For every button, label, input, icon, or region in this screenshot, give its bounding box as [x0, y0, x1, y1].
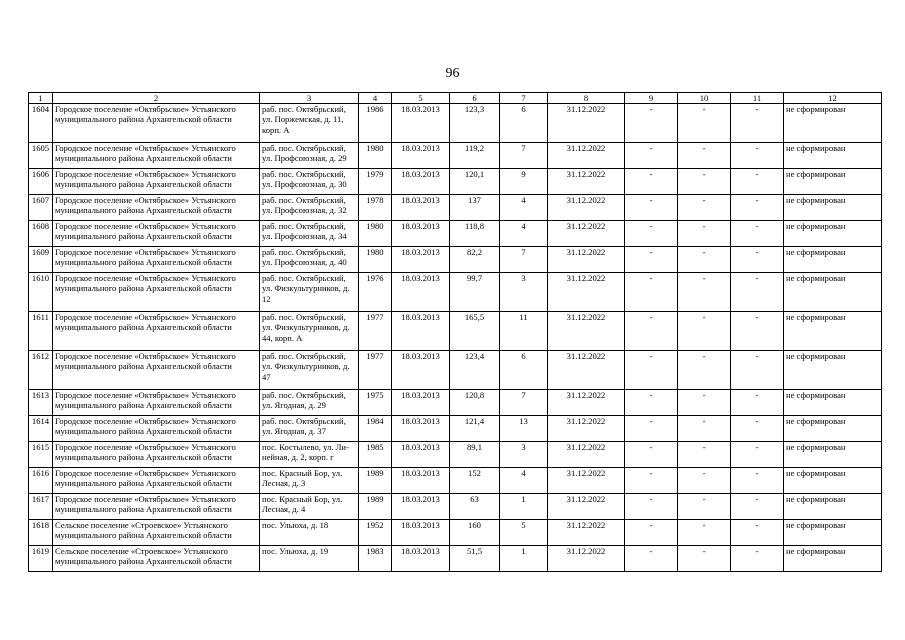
- column-header-9: 9: [625, 93, 678, 104]
- cell-col-11: -: [731, 494, 784, 520]
- cell-col-9: -: [625, 169, 678, 195]
- cell-residents: 4: [500, 195, 548, 221]
- cell-row-number: 1610: [29, 273, 53, 312]
- cell-col-10: -: [678, 390, 731, 416]
- cell-address: раб. пос. Октябрьский, ул. Ягодная, д. 37: [260, 416, 359, 442]
- cell-address: раб. пос. Октябрьский, ул. Профсоюзная, д. 29: [260, 143, 359, 169]
- table-row: [29, 273, 882, 312]
- cell-row-number: 1614: [29, 416, 53, 442]
- cell-build-year: 1977: [359, 351, 392, 390]
- cell-residents: 1: [500, 546, 548, 572]
- cell-settlement: Сельское поселение «Строевское» Устьянского муниципального района Архангельской области: [53, 520, 260, 546]
- cell-col-10: -: [678, 494, 731, 520]
- cell-build-year: 1989: [359, 468, 392, 494]
- cell-date: 18.03.2013: [392, 468, 450, 494]
- cell-area: 63: [450, 494, 500, 520]
- cell-col-9: -: [625, 468, 678, 494]
- cell-residents: 7: [500, 143, 548, 169]
- cell-status: не сформирован: [784, 442, 882, 468]
- cell-col-9: -: [625, 273, 678, 312]
- cell-deadline: 31.12.2022: [548, 312, 625, 351]
- cell-status: не сформирован: [784, 273, 882, 312]
- cell-date: 18.03.2013: [392, 104, 450, 143]
- cell-area: 99,7: [450, 273, 500, 312]
- cell-row-number: 1615: [29, 442, 53, 468]
- cell-col-11: -: [731, 312, 784, 351]
- cell-settlement: Городское поселение «Октябрьское» Устьянского муниципального района Архангельской области: [53, 273, 260, 312]
- column-header-4: 4: [359, 93, 392, 104]
- column-header-3: 3: [260, 93, 359, 104]
- cell-row-number: 1605: [29, 143, 53, 169]
- cell-col-11: -: [731, 520, 784, 546]
- cell-build-year: 1980: [359, 143, 392, 169]
- table-row: [29, 312, 882, 351]
- cell-settlement: Городское поселение «Октябрьское» Устьянского муниципального района Архангельской области: [53, 169, 260, 195]
- cell-status: не сформирован: [784, 143, 882, 169]
- cell-row-number: 1612: [29, 351, 53, 390]
- cell-area: 120,8: [450, 390, 500, 416]
- cell-deadline: 31.12.2022: [548, 468, 625, 494]
- cell-deadline: 31.12.2022: [548, 416, 625, 442]
- cell-settlement: Городское поселение «Октябрьское» Устьянского муниципального района Архангельской области: [53, 442, 260, 468]
- cell-address: пос. Ульюха, д. 19: [260, 546, 359, 572]
- table-row: [29, 520, 882, 546]
- cell-area: 123,4: [450, 351, 500, 390]
- cell-build-year: 1986: [359, 104, 392, 143]
- table-row: [29, 546, 882, 572]
- cell-status: не сформирован: [784, 312, 882, 351]
- cell-col-10: -: [678, 247, 731, 273]
- cell-date: 18.03.2013: [392, 442, 450, 468]
- cell-col-11: -: [731, 546, 784, 572]
- cell-area: 160: [450, 520, 500, 546]
- cell-residents: 6: [500, 351, 548, 390]
- cell-date: 18.03.2013: [392, 312, 450, 351]
- cell-area: 123,3: [450, 104, 500, 143]
- cell-deadline: 31.12.2022: [548, 247, 625, 273]
- cell-col-9: -: [625, 143, 678, 169]
- cell-date: 18.03.2013: [392, 546, 450, 572]
- cell-address: пос. Костылево, ул. Линейная, д. 2, корп. г: [260, 442, 359, 468]
- cell-deadline: 31.12.2022: [548, 195, 625, 221]
- cell-address: раб. пос. Октябрьский, ул. Профсоюзная, д. 40: [260, 247, 359, 273]
- cell-col-11: -: [731, 195, 784, 221]
- cell-date: 18.03.2013: [392, 351, 450, 390]
- table-row: [29, 143, 882, 169]
- cell-col-9: -: [625, 546, 678, 572]
- page-number: 96: [445, 66, 460, 81]
- cell-deadline: 31.12.2022: [548, 494, 625, 520]
- cell-build-year: 1980: [359, 247, 392, 273]
- cell-col-11: -: [731, 247, 784, 273]
- cell-col-9: -: [625, 494, 678, 520]
- table-row: [29, 468, 882, 494]
- cell-status: не сформирован: [784, 468, 882, 494]
- cell-area: 152: [450, 468, 500, 494]
- cell-col-9: -: [625, 351, 678, 390]
- cell-date: 18.03.2013: [392, 390, 450, 416]
- cell-col-11: -: [731, 390, 784, 416]
- table-row: [29, 195, 882, 221]
- cell-deadline: 31.12.2022: [548, 390, 625, 416]
- cell-status: не сформирован: [784, 546, 882, 572]
- cell-date: 18.03.2013: [392, 273, 450, 312]
- cell-area: 51,5: [450, 546, 500, 572]
- cell-status: не сформирован: [784, 104, 882, 143]
- cell-area: 89,1: [450, 442, 500, 468]
- cell-col-9: -: [625, 221, 678, 247]
- cell-address: пос. Ульюха, д. 18: [260, 520, 359, 546]
- cell-col-9: -: [625, 442, 678, 468]
- cell-col-10: -: [678, 351, 731, 390]
- column-header-6: 6: [450, 93, 500, 104]
- cell-date: 18.03.2013: [392, 221, 450, 247]
- cell-residents: 3: [500, 273, 548, 312]
- cell-deadline: 31.12.2022: [548, 143, 625, 169]
- cell-address: раб. пос. Октябрьский, ул. Ягодная, д. 29: [260, 390, 359, 416]
- table-row: [29, 169, 882, 195]
- table-row: [29, 104, 882, 143]
- cell-residents: 4: [500, 221, 548, 247]
- cell-col-11: -: [731, 221, 784, 247]
- cell-col-10: -: [678, 143, 731, 169]
- cell-col-10: -: [678, 546, 731, 572]
- column-header-7: 7: [500, 93, 548, 104]
- cell-row-number: 1604: [29, 104, 53, 143]
- cell-date: 18.03.2013: [392, 143, 450, 169]
- cell-col-10: -: [678, 416, 731, 442]
- cell-residents: 4: [500, 468, 548, 494]
- cell-build-year: 1984: [359, 416, 392, 442]
- cell-status: не сформирован: [784, 390, 882, 416]
- cell-address: раб. пос. Октябрьский, ул. Поржемская, д. 11, корп. А: [260, 104, 359, 143]
- cell-address: раб. пос. Октябрьский, ул. Профсоюзная, д. 34: [260, 221, 359, 247]
- cell-settlement: Сельское поселение «Строевское» Устьянского муниципального района Архангельской области: [53, 546, 260, 572]
- cell-col-10: -: [678, 468, 731, 494]
- column-header-1: 1: [29, 93, 53, 104]
- cell-col-10: -: [678, 221, 731, 247]
- cell-status: не сформирован: [784, 520, 882, 546]
- cell-col-11: -: [731, 169, 784, 195]
- cell-build-year: 1985: [359, 442, 392, 468]
- cell-settlement: Городское поселение «Октябрьское» Устьянского муниципального района Архангельской области: [53, 416, 260, 442]
- cell-build-year: 1979: [359, 169, 392, 195]
- cell-settlement: Городское поселение «Октябрьское» Устьянского муниципального района Архангельской области: [53, 221, 260, 247]
- cell-address: раб. пос. Октябрьский, ул. Физкультурников, д. 47: [260, 351, 359, 390]
- cell-address: пос. Красный Бор, ул. Лесная, д. 4: [260, 494, 359, 520]
- table-header-row: [29, 93, 882, 104]
- cell-row-number: 1619: [29, 546, 53, 572]
- table-row: [29, 221, 882, 247]
- table-row: [29, 390, 882, 416]
- cell-row-number: 1617: [29, 494, 53, 520]
- cell-area: 165,5: [450, 312, 500, 351]
- cell-date: 18.03.2013: [392, 494, 450, 520]
- cell-deadline: 31.12.2022: [548, 169, 625, 195]
- cell-deadline: 31.12.2022: [548, 442, 625, 468]
- cell-build-year: 1952: [359, 520, 392, 546]
- cell-col-9: -: [625, 247, 678, 273]
- cell-area: 118,8: [450, 221, 500, 247]
- cell-deadline: 31.12.2022: [548, 351, 625, 390]
- cell-area: 82,2: [450, 247, 500, 273]
- cell-residents: 3: [500, 442, 548, 468]
- cell-settlement: Городское поселение «Октябрьское» Устьянского муниципального района Архангельской области: [53, 390, 260, 416]
- table-row: [29, 351, 882, 390]
- cell-status: не сформирован: [784, 494, 882, 520]
- column-header-5: 5: [392, 93, 450, 104]
- cell-settlement: Городское поселение «Октябрьское» Устьянского муниципального района Архангельской области: [53, 494, 260, 520]
- cell-col-11: -: [731, 104, 784, 143]
- cell-col-9: -: [625, 104, 678, 143]
- cell-settlement: Городское поселение «Октябрьское» Устьянского муниципального района Архангельской области: [53, 247, 260, 273]
- cell-row-number: 1609: [29, 247, 53, 273]
- cell-area: 119,2: [450, 143, 500, 169]
- cell-address: раб. пос. Октябрьский, ул. Профсоюзная, д. 32: [260, 195, 359, 221]
- cell-settlement: Городское поселение «Октябрьское» Устьянского муниципального района Архангельской области: [53, 195, 260, 221]
- cell-col-9: -: [625, 520, 678, 546]
- column-header-11: 11: [731, 93, 784, 104]
- cell-date: 18.03.2013: [392, 195, 450, 221]
- cell-build-year: 1983: [359, 546, 392, 572]
- cell-col-9: -: [625, 195, 678, 221]
- cell-col-9: -: [625, 390, 678, 416]
- cell-residents: 5: [500, 520, 548, 546]
- cell-col-11: -: [731, 351, 784, 390]
- cell-col-9: -: [625, 416, 678, 442]
- cell-col-10: -: [678, 104, 731, 143]
- cell-settlement: Городское поселение «Октябрьское» Устьянского муниципального района Архангельской области: [53, 312, 260, 351]
- cell-status: не сформирован: [784, 247, 882, 273]
- cell-col-10: -: [678, 195, 731, 221]
- cell-settlement: Городское поселение «Октябрьское» Устьянского муниципального района Архангельской области: [53, 104, 260, 143]
- cell-row-number: 1616: [29, 468, 53, 494]
- cell-build-year: 1975: [359, 390, 392, 416]
- cell-build-year: 1989: [359, 494, 392, 520]
- cell-status: не сформирован: [784, 169, 882, 195]
- housing-registry-table: [28, 92, 882, 572]
- cell-col-11: -: [731, 442, 784, 468]
- cell-status: не сформирован: [784, 416, 882, 442]
- cell-area: 120,1: [450, 169, 500, 195]
- cell-residents: 6: [500, 104, 548, 143]
- table-row: [29, 494, 882, 520]
- cell-row-number: 1607: [29, 195, 53, 221]
- cell-col-11: -: [731, 143, 784, 169]
- cell-date: 18.03.2013: [392, 416, 450, 442]
- cell-build-year: 1977: [359, 312, 392, 351]
- cell-status: не сформирован: [784, 195, 882, 221]
- cell-row-number: 1611: [29, 312, 53, 351]
- cell-build-year: 1980: [359, 221, 392, 247]
- cell-date: 18.03.2013: [392, 169, 450, 195]
- table-row: [29, 442, 882, 468]
- cell-build-year: 1976: [359, 273, 392, 312]
- column-header-8: 8: [548, 93, 625, 104]
- cell-col-10: -: [678, 169, 731, 195]
- cell-area: 137: [450, 195, 500, 221]
- column-header-12: 12: [784, 93, 882, 104]
- cell-col-11: -: [731, 273, 784, 312]
- cell-deadline: 31.12.2022: [548, 104, 625, 143]
- cell-col-11: -: [731, 416, 784, 442]
- column-header-2: 2: [53, 93, 260, 104]
- cell-status: не сформирован: [784, 351, 882, 390]
- cell-address: раб. пос. Октябрьский, ул. Физкультурников, д. 12: [260, 273, 359, 312]
- cell-col-10: -: [678, 520, 731, 546]
- cell-col-11: -: [731, 468, 784, 494]
- cell-date: 18.03.2013: [392, 520, 450, 546]
- cell-residents: 13: [500, 416, 548, 442]
- cell-residents: 7: [500, 390, 548, 416]
- table-row: [29, 416, 882, 442]
- cell-address: пос. Красный Бор, ул. Лесная, д. 3: [260, 468, 359, 494]
- cell-row-number: 1618: [29, 520, 53, 546]
- cell-col-10: -: [678, 442, 731, 468]
- cell-deadline: 31.12.2022: [548, 273, 625, 312]
- cell-date: 18.03.2013: [392, 247, 450, 273]
- cell-deadline: 31.12.2022: [548, 221, 625, 247]
- cell-residents: 9: [500, 169, 548, 195]
- cell-area: 121,4: [450, 416, 500, 442]
- cell-col-9: -: [625, 312, 678, 351]
- cell-settlement: Городское поселение «Октябрьское» Устьянского муниципального района Архангельской области: [53, 468, 260, 494]
- cell-row-number: 1608: [29, 221, 53, 247]
- table-row: [29, 247, 882, 273]
- cell-residents: 1: [500, 494, 548, 520]
- cell-address: раб. пос. Октябрьский, ул. Физкультурников, д. 44, корп. А: [260, 312, 359, 351]
- cell-residents: 7: [500, 247, 548, 273]
- cell-deadline: 31.12.2022: [548, 546, 625, 572]
- table-body: [29, 104, 882, 572]
- cell-row-number: 1613: [29, 390, 53, 416]
- cell-settlement: Городское поселение «Октябрьское» Устьянского муниципального района Архангельской области: [53, 143, 260, 169]
- cell-col-10: -: [678, 273, 731, 312]
- cell-build-year: 1978: [359, 195, 392, 221]
- cell-row-number: 1606: [29, 169, 53, 195]
- column-header-10: 10: [678, 93, 731, 104]
- cell-address: раб. пос. Октябрьский, ул. Профсоюзная, д. 30: [260, 169, 359, 195]
- cell-residents: 11: [500, 312, 548, 351]
- cell-deadline: 31.12.2022: [548, 520, 625, 546]
- cell-col-10: -: [678, 312, 731, 351]
- cell-status: не сформирован: [784, 221, 882, 247]
- cell-settlement: Городское поселение «Октябрьское» Устьянского муниципального района Архангельской области: [53, 351, 260, 390]
